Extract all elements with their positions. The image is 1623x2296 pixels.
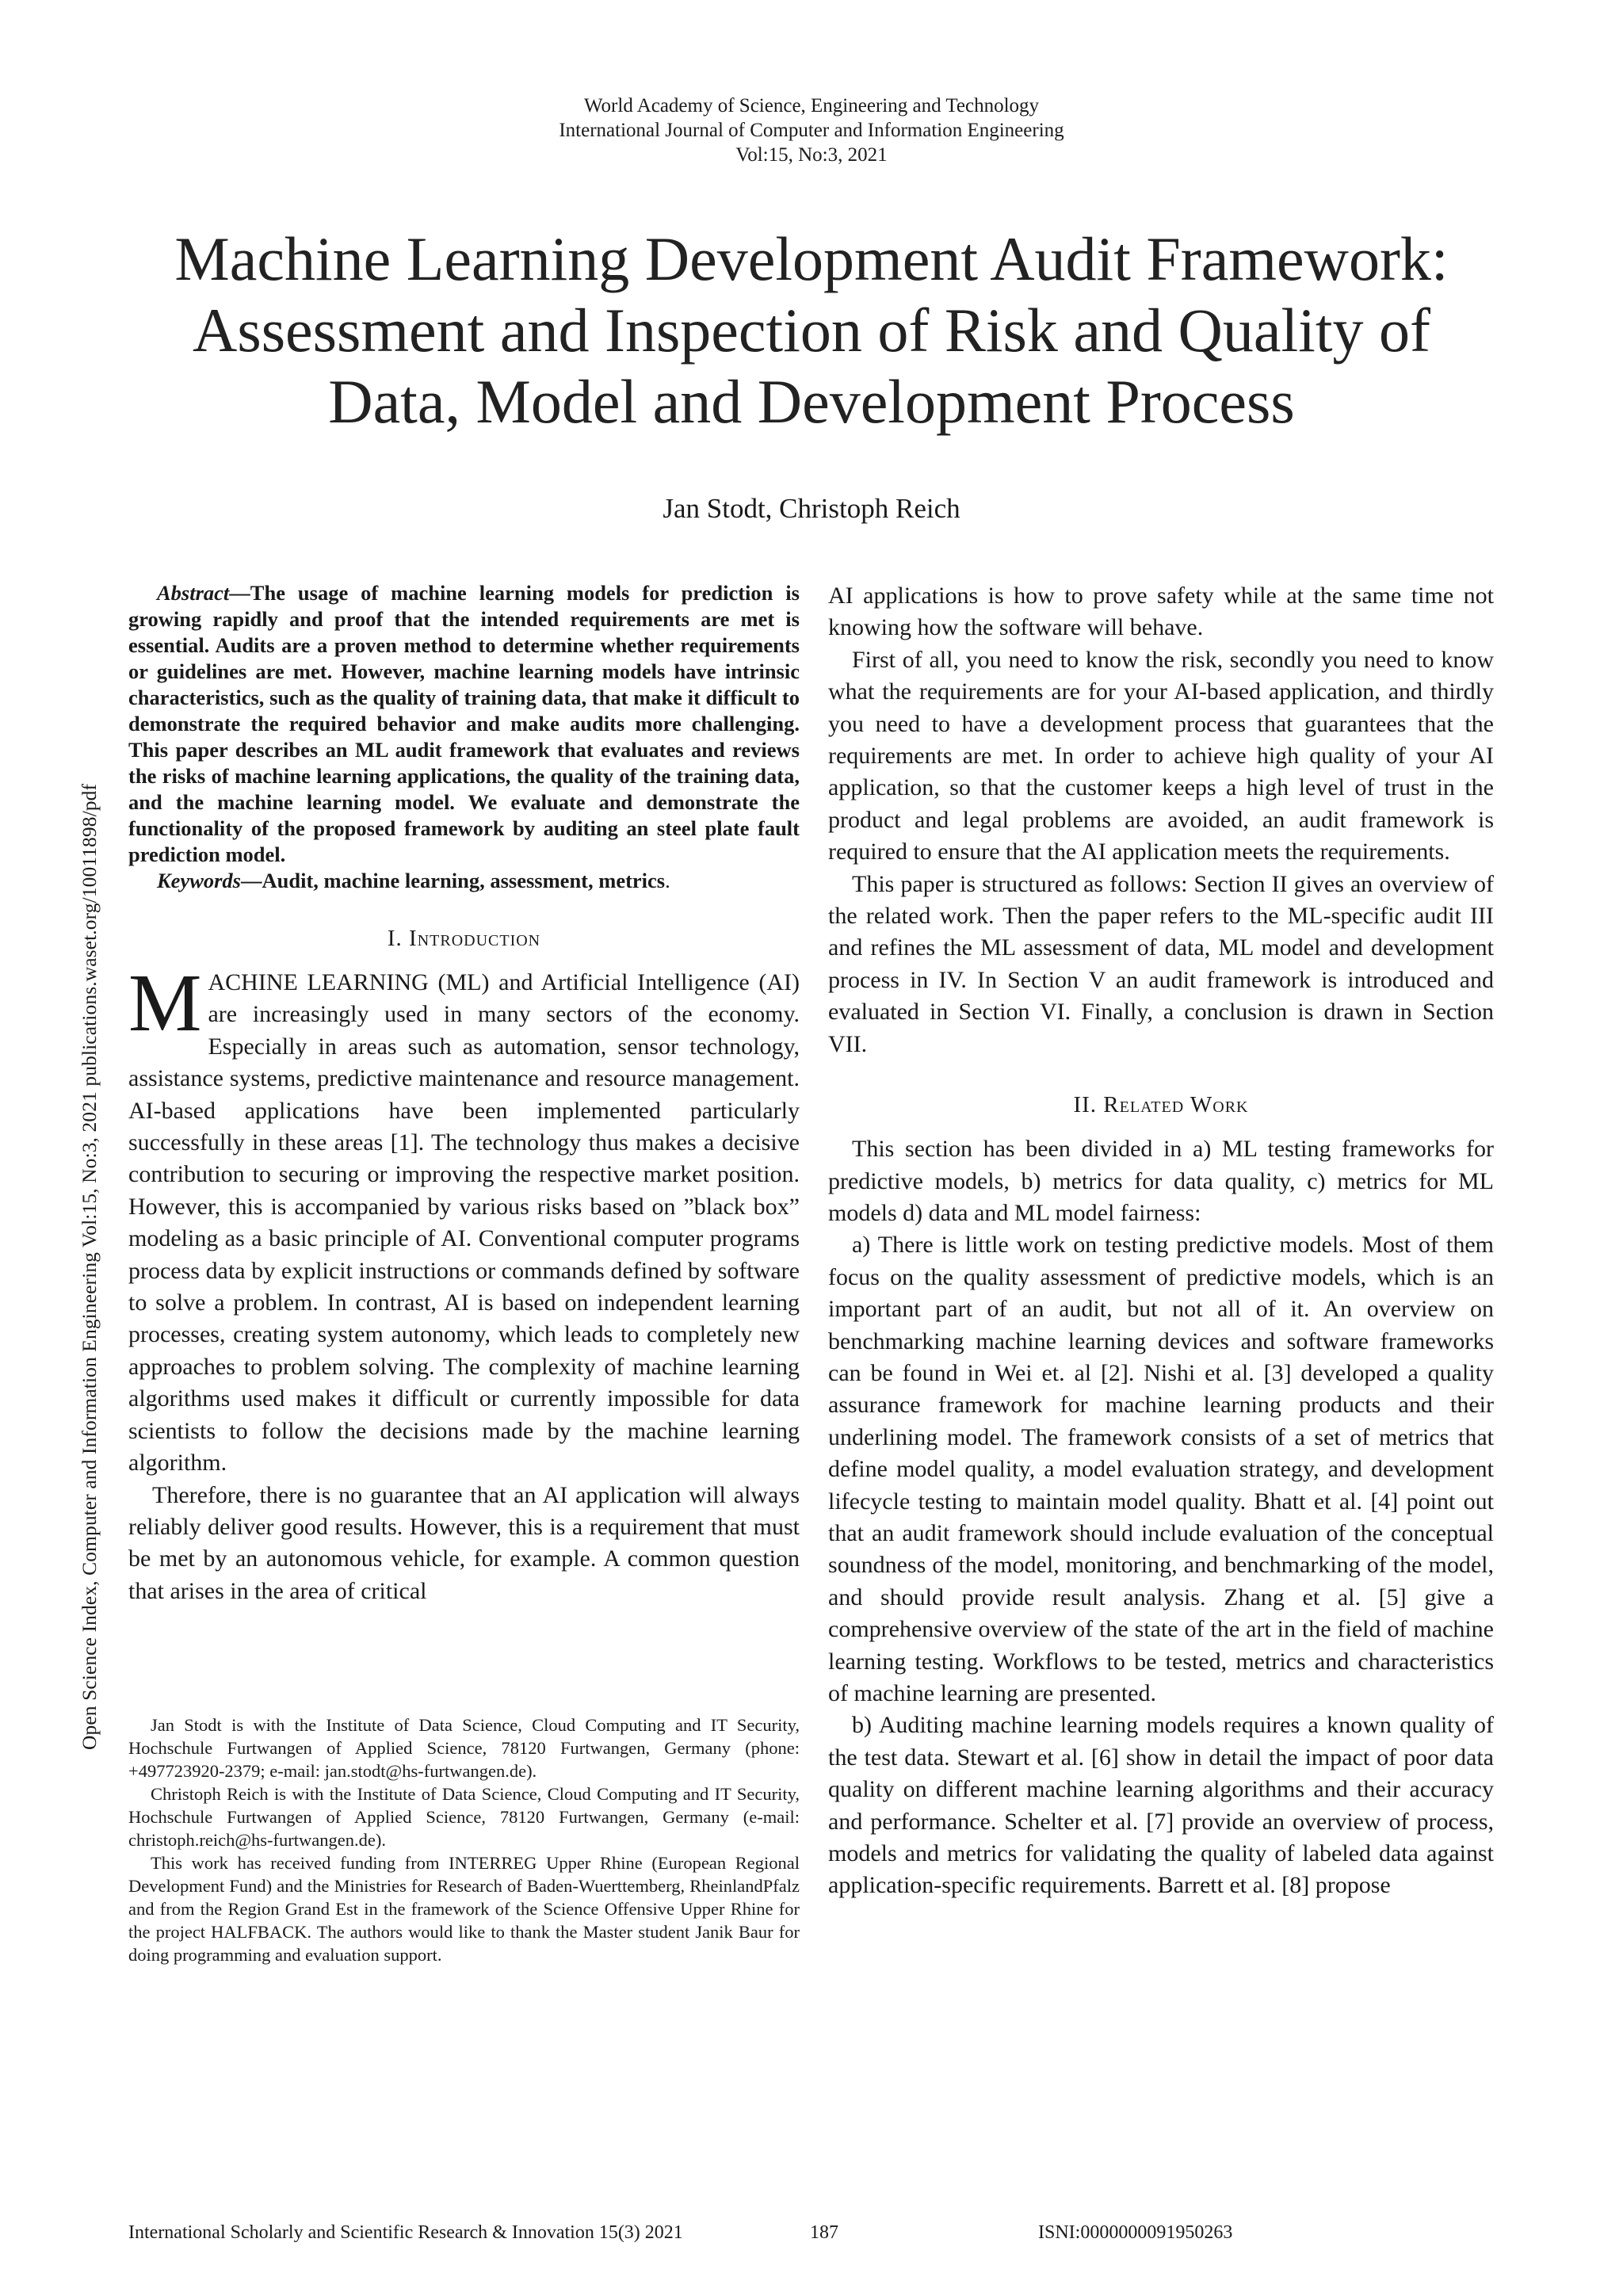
footnote-funding: This work has received funding from INTERREG Upper Rhine (European Regional Development Fund) and the Ministries for Research of Baden-Wuerttemberg, RheinlandPfalz and from the Region Grand Est in the framework of the Science Offensive Upper Rhine for the project HALFBACK. The authors would like to thank the Master student Janik Baur for doing programming and evaluation support. — [128, 1853, 800, 1965]
intro-paragraph-1 — [128, 957, 800, 1480]
intro-paragraph-3: AI applications is how to prove safety while at the same time not knowing how the software will behave. — [828, 583, 1494, 641]
keywords-label: Keywords — [157, 869, 241, 892]
section-heading-related-work: II. Related Work — [1073, 1092, 1249, 1118]
intro-paragraph-2: Therefore, there is no guarantee that an AI application will always reliably deliver good results. However, this is a requirement that must be met by an autonomous vehicle, for example. A common question that arises in the area of critical — [128, 1481, 800, 1604]
side-margin-citation: Open Science Index, Computer and Information Engineering Vol:15, No:3, 2021 publications.waset.org/10011898/pdf — [78, 783, 101, 1750]
dropcap-letter: M — [128, 957, 202, 1049]
paper-title-line-1: Machine Learning Development Audit Framework: — [174, 224, 1449, 293]
abstract-text: —The usage of machine learning models for prediction is growing rapidly and proof that the intended requirements are met is essential. Audits are a proven method to determine whether requirements or guidelines are met. However, machine learning models have intrinsic characteristics, such as the quality of training data, that make it difficult to demonstrate the required behavior and make audits more challenging. This paper describes an ML audit framework that evaluates and reviews the risks of machine learning applications, the quality of the training data, and the machine learning model. We evaluate and demonstrate the functionality of the proposed framework by auditing an steel plate fault prediction model. — [128, 581, 800, 866]
journal-name: World Academy of Science, Engineering and Technology — [583, 95, 1040, 117]
intro-paragraph-4: First of all, you need to know the risk, secondly you need to know what the requirements are for your AI-based application, and thirdly you need to have a development process that guarantees that the requirements are met. In order to achieve high quality of your AI application, so that the customer keeps a high level of trust in the product and legal problems are avoided, an audit framework is required to ensure that the AI application meets the requirements. — [828, 646, 1494, 865]
footnote-author-2: Christoph Reich is with the Institute of Data Science, Cloud Computing and IT Security, Hochschule Furtwangen of Applied Science, 78120 Furtwangen, Germany (e-mail: christoph.reich@hs-furtwangen.de). — [128, 1784, 800, 1850]
abstract-paragraph — [128, 580, 800, 868]
footnotes — [128, 1713, 800, 1966]
footnote-author-1: Jan Stodt is with the Institute of Data Science, Cloud Computing and IT Security, Hochschule Furtwangen of Applied Science, 78120 Furtwangen, Germany (phone: +497723920-2379; e-mail: jan.stodt@hs-furtwangen.de). — [128, 1715, 800, 1781]
related-work-paragraph-1: This section has been divided in a) ML testing frameworks for predictive models, b) metrics for data quality, c) metrics for ML models d) data and ML model fairness: — [828, 1136, 1494, 1226]
section-heading-introduction: I. Introduction — [387, 926, 541, 951]
intro-paragraph-1-text: ACHINE LEARNING (ML) and Artificial Intelligence (AI) are increasingly used in many sectors of the economy. Especially in areas such as automation, sensor technology, assistance systems, predictive maintenance and resource management. AI-based applications have been implemented particularly successfully in these areas [1]. The technology thus makes a decisive contribution to securing or improving the respective market position. However, this is accompanied by various risks based on ”black box” modeling as a basic principle of AI. Conventional computer programs process data by explicit instructions or commands defined by software to solve a problem. In contrast, AI is based on independent learning processes, creating system autonomy, which leads to completely new approaches to problem solving. The complexity of machine learning algorithms used makes it difficult or currently impossible for data scientists to follow the decisions made by the machine learning algorithm. — [128, 969, 800, 1477]
journal-volume: Vol:15, No:3, 2021 — [735, 144, 888, 166]
left-column — [128, 580, 800, 1607]
related-work-paragraph-3: b) Auditing machine learning models requires a known quality of the test data. Stewart et al. [6] show in detail the impact of poor data quality on different machine learning algorithms and their accuracy and performance. Schelter et al. [7] provide an overview of process, models and metrics for validating the quality of labeled data against application-specific requirements. Barrett et al. [8] propose — [828, 1712, 1494, 1899]
right-column — [828, 580, 1494, 1902]
journal-header — [0, 94, 1623, 167]
paper-title-line-3: Data, Model and Development Process — [328, 367, 1295, 436]
keywords-paragraph — [128, 868, 800, 894]
footer-page-number: 187 — [810, 2222, 838, 2243]
abstract — [128, 580, 800, 894]
abstract-label: Abstract — [157, 581, 230, 605]
keywords-period: . — [665, 869, 670, 892]
paper-title-line-2: Assessment and Inspection of Risk and Quality of — [193, 296, 1430, 365]
related-work-paragraph-2: a) There is little work on testing predictive models. Most of them focus on the quality assessment of predictive models, which is an important part of an audit, but not all of it. An overview on benchmarking machine learning devices and software frameworks can be found in Wei et. al [2]. Nishi et al. [3] developed a quality assurance framework for machine learning products and their underlining model. The framework consists of a set of metrics that define model quality, a model evaluation strategy, and development lifecycle testing to maintain model quality. Bhatt et al. [4] point out that an audit framework should include evaluation of the conceptual soundness of the model, monitoring, and benchmarking of the model, and should provide result analysis. Zhang et al. [5] give a comprehensive overview of the state of the art in the field of machine learning testing. Workflows to be tested, metrics and characteristics of machine learning are presented. — [828, 1232, 1494, 1706]
footer-isni: ISNI:0000000091950263 — [1038, 2222, 1233, 2243]
footer-publisher: International Scholarly and Scientific Research & Innovation 15(3) 2021 — [128, 2222, 683, 2243]
intro-paragraph-5: This paper is structured as follows: Section II gives an overview of the related work. Then the paper refers to the ML-specific audit III and refines the ML assessment of data, ML model and development process in IV. In Section V an audit framework is introduced and evaluated in Section VI. Finally, a conclusion is drawn in Section VII. — [828, 870, 1494, 1057]
authors: Jan Stodt, Christoph Reich — [663, 493, 960, 524]
keywords-text: —Audit, machine learning, assessment, metrics — [241, 869, 666, 892]
journal-subtitle: International Journal of Computer and Information Engineering — [559, 120, 1064, 141]
paper-title — [79, 223, 1544, 437]
